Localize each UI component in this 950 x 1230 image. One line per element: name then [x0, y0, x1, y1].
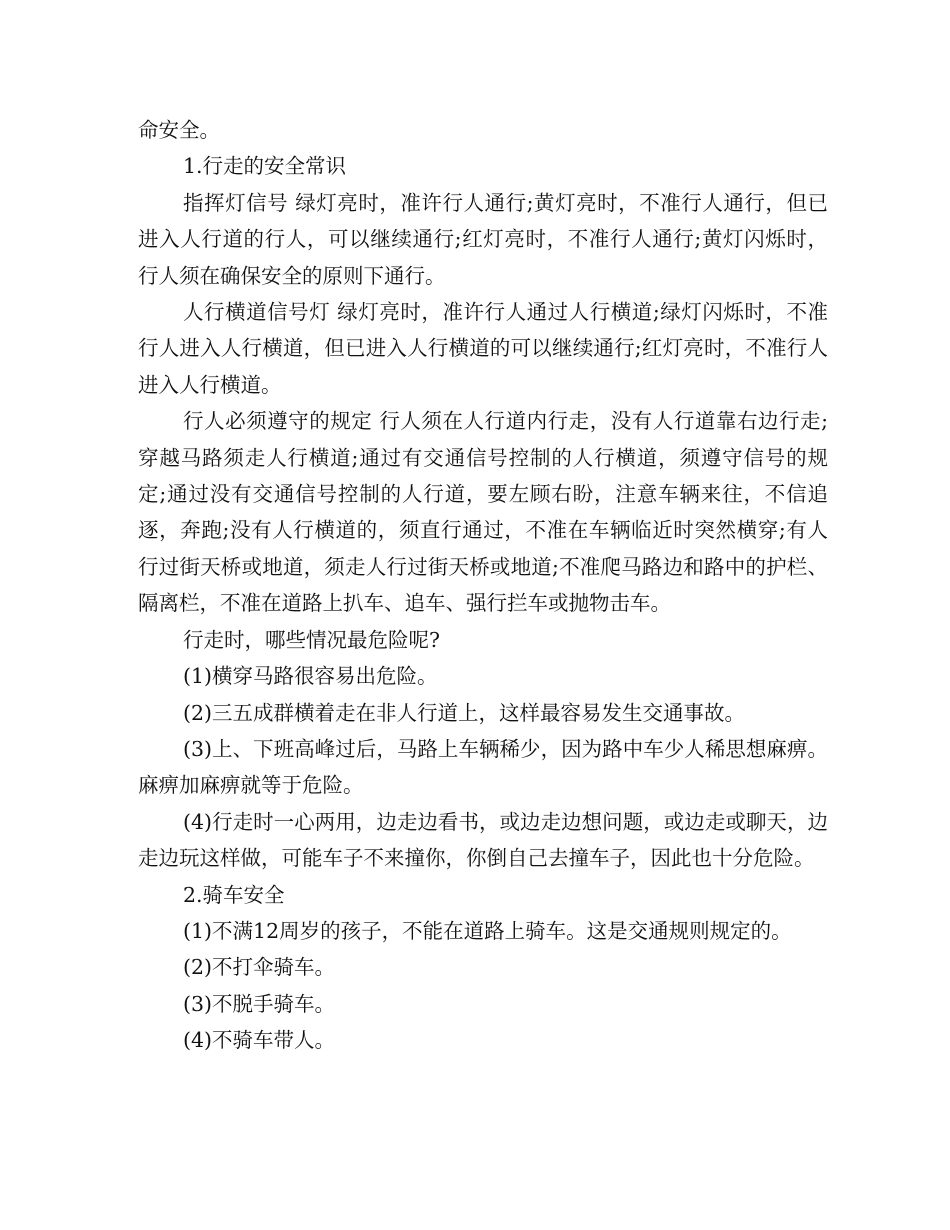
section-heading-cycling-safety: 2.骑车安全 — [183, 882, 285, 907]
list-item-cycling-3: (3)不脱手骑车。 — [183, 991, 336, 1016]
paragraph-pedestrian-rules: 行人必须遵守的规定 行人须在人行道内行走，没有人行道靠右边行走;穿越马路须走人行横道;通过有交通信号控制的人行横道，须遵守信号的规定;通过没有交通信号控制的人行道，要左顾右盼，注意车辆来往，不信追逐，奔跑;没有人行横道的，须直行通过，不准在车辆临近时突然横穿;有人行过街天桥或地道，须走人行过街天桥或地道;不准爬马路边和路中的护栏、隔离栏，不准在道路上扒车、追车、强行拦车或抛物击车。 — [138, 409, 828, 616]
list-item-cycling-4: (4)不骑车带人。 — [183, 1028, 336, 1053]
paragraph-signal-lights: 指挥灯信号 绿灯亮时，准许行人通行;黄灯亮时，不准行人通行，但已进入人行道的行人，可以继续通行;红灯亮时，不准行人通行;黄灯闪烁时，行人须在确保安全的原则下通行。 — [138, 190, 828, 288]
paragraph-danger-question: 行走时，哪些情况最危险呢? — [183, 627, 440, 652]
section-heading-walking-safety: 1.行走的安全常识 — [183, 154, 347, 179]
list-item-danger-3: (3)上、下班高峰过后，马路上车辆稀少，因为路中车少人稀思想麻痹。麻痹加麻痹就等于危险。 — [138, 736, 828, 798]
list-item-danger-1: (1)横穿马路很容易出危险。 — [183, 664, 438, 689]
paragraph-crosswalk-lights: 人行横道信号灯 绿灯亮时，准许行人通过人行横道;绿灯闪烁时，不准行人进入人行横道，但已进入人行横道的可以继续通行;红灯亮时，不准行人进入人行横道。 — [138, 300, 828, 397]
list-item-cycling-2: (2)不打伞骑车。 — [183, 955, 336, 980]
document-body — [138, 112, 828, 1059]
paragraph-continuation: 命安全。 — [138, 118, 220, 142]
list-item-danger-2: (2)三五成群横着走在非人行道上，这样最容易发生交通事故。 — [183, 700, 746, 725]
list-item-danger-4: (4)行走时一心两用，边走边看书，或边走边想问题，或边走或聊天，边走边玩这样做，可能车子不来撞你，你倒自己去撞车子，因此也十分危险。 — [138, 809, 828, 871]
list-item-cycling-1: (1)不满12周岁的孩子，不能在道路上骑车。这是交通规则规定的。 — [183, 918, 792, 943]
